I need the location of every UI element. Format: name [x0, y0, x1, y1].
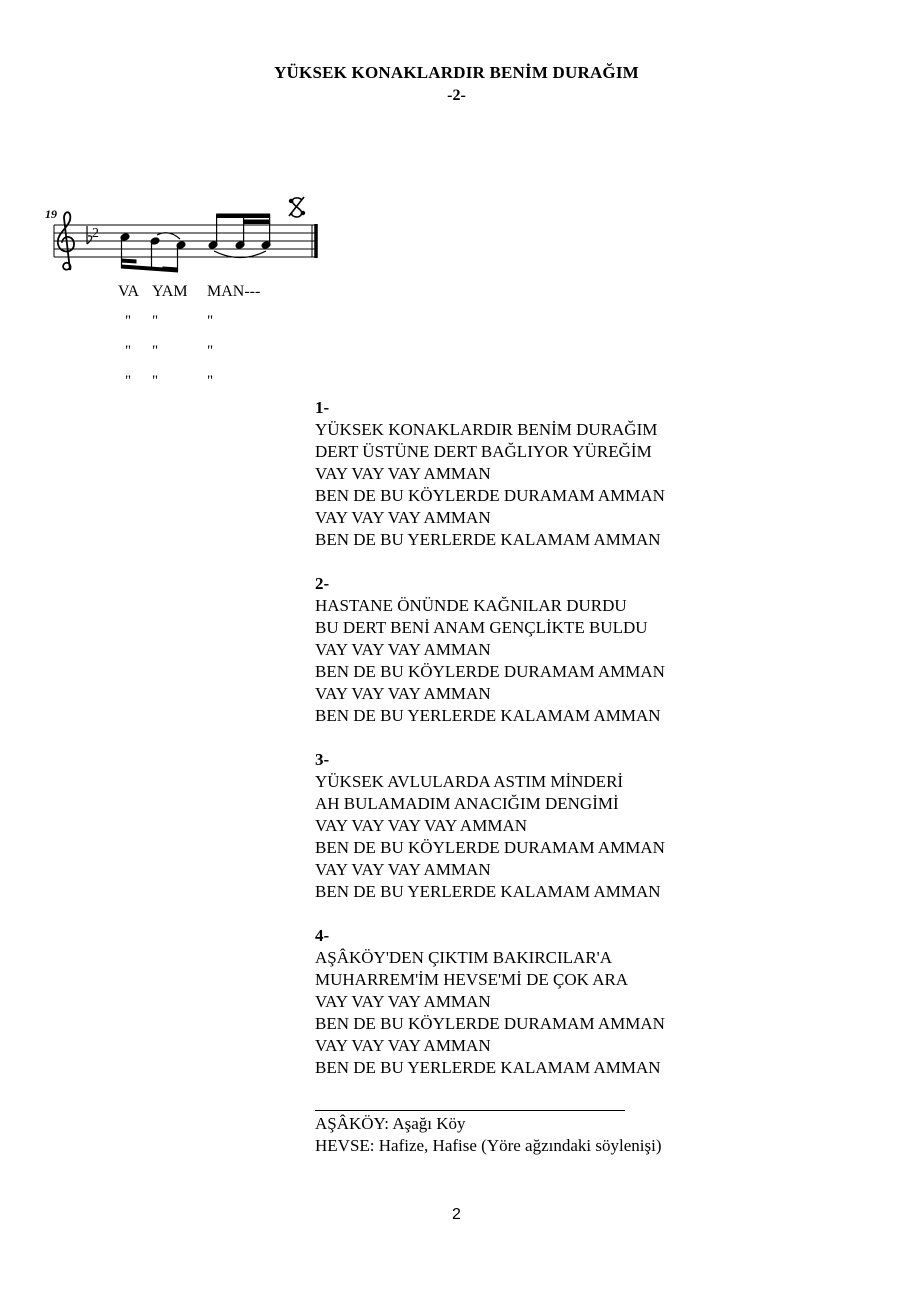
verse-number: 2-	[315, 574, 330, 593]
ditto-mark: "	[152, 343, 159, 359]
page-number: 2	[452, 1206, 461, 1223]
verse-line: BEN DE BU YERLERDE KALAMAM AMMAN	[315, 530, 661, 549]
lyric-syllable: VA	[118, 283, 140, 300]
verse-number: 3-	[315, 750, 330, 769]
verse-line: VAY VAY VAY VAY AMMAN	[315, 816, 527, 835]
ditto-mark: "	[125, 373, 132, 389]
lyric-syllable: YAM	[152, 283, 188, 300]
verse-line: BU DERT BENİ ANAM GENÇLİKTE BULDU	[315, 618, 648, 637]
footnotes	[315, 1110, 662, 1157]
verse-line: VAY VAY VAY AMMAN	[315, 1036, 491, 1055]
verse-line: HASTANE ÖNÜNDE KAĞNILAR DURDU	[315, 596, 627, 615]
verse-line: VAY VAY VAY AMMAN	[315, 992, 491, 1011]
verse-line: AŞÂKÖY'DEN ÇIKTIM BAKIRCILAR'A	[315, 948, 613, 967]
ditto-mark: "	[152, 373, 159, 389]
verse-line: BEN DE BU KÖYLERDE DURAMAM AMMAN	[315, 486, 665, 505]
verse-line: BEN DE BU KÖYLERDE DURAMAM AMMAN	[315, 662, 665, 681]
verse-2	[315, 573, 875, 727]
verse-1	[315, 397, 875, 551]
verse-line: YÜKSEK AVLULARDA ASTIM MİNDERİ	[315, 772, 624, 791]
ditto-mark: "	[207, 313, 214, 329]
ditto-mark: "	[207, 343, 214, 359]
ditto-mark: "	[152, 313, 159, 329]
verse-line: DERT ÜSTÜNE DERT BAĞLIYOR YÜREĞİM	[315, 442, 652, 461]
footnote: HEVSE: Hafize, Hafise (Yöre ağzındaki söylenişi)	[315, 1136, 662, 1155]
footnote-separator	[315, 1110, 625, 1111]
page-subtitle: -2-	[447, 87, 466, 104]
verses	[315, 397, 875, 1101]
verse-line: YÜKSEK KONAKLARDIR BENİM DURAĞIM	[315, 420, 658, 439]
verse-4	[315, 925, 875, 1079]
notes	[120, 214, 271, 272]
verse-line: BEN DE BU KÖYLERDE DURAMAM AMMAN	[315, 1014, 665, 1033]
score-lyrics	[0, 283, 300, 303]
footnote: AŞÂKÖY: Aşağı Köy	[315, 1114, 466, 1133]
verse-number: 4-	[315, 926, 330, 945]
verse-line: BEN DE BU YERLERDE KALAMAM AMMAN	[315, 1058, 661, 1077]
verse-line: MUHARREM'İM HEVSE'Mİ DE ÇOK ARA	[315, 970, 629, 989]
verse-line: BEN DE BU KÖYLERDE DURAMAM AMMAN	[315, 838, 665, 857]
lyric-syllable: MAN---	[207, 283, 261, 300]
ditto-mark: "	[125, 313, 132, 329]
verse-line: BEN DE BU YERLERDE KALAMAM AMMAN	[315, 706, 661, 725]
page-title: YÜKSEK KONAKLARDIR BENİM DURAĞIM	[274, 63, 639, 82]
verse-line: AH BULAMADIM ANACIĞIM DENGİMİ	[315, 794, 619, 813]
music-staff	[40, 188, 330, 288]
ditto-mark: "	[125, 343, 132, 359]
ditto-mark: "	[207, 373, 214, 389]
segno-icon	[289, 197, 304, 217]
verse-3	[315, 749, 875, 903]
verse-line: VAY VAY VAY AMMAN	[315, 860, 491, 879]
verse-number: 1-	[315, 398, 330, 417]
verse-line: VAY VAY VAY AMMAN	[315, 684, 491, 703]
verse-line: VAY VAY VAY AMMAN	[315, 640, 491, 659]
verse-line: VAY VAY VAY AMMAN	[315, 464, 491, 483]
verse-line: BEN DE BU YERLERDE KALAMAM AMMAN	[315, 882, 661, 901]
verse-line: VAY VAY VAY AMMAN	[315, 508, 491, 527]
measure-number: 19	[45, 207, 57, 221]
time-signature: 2	[92, 226, 99, 241]
